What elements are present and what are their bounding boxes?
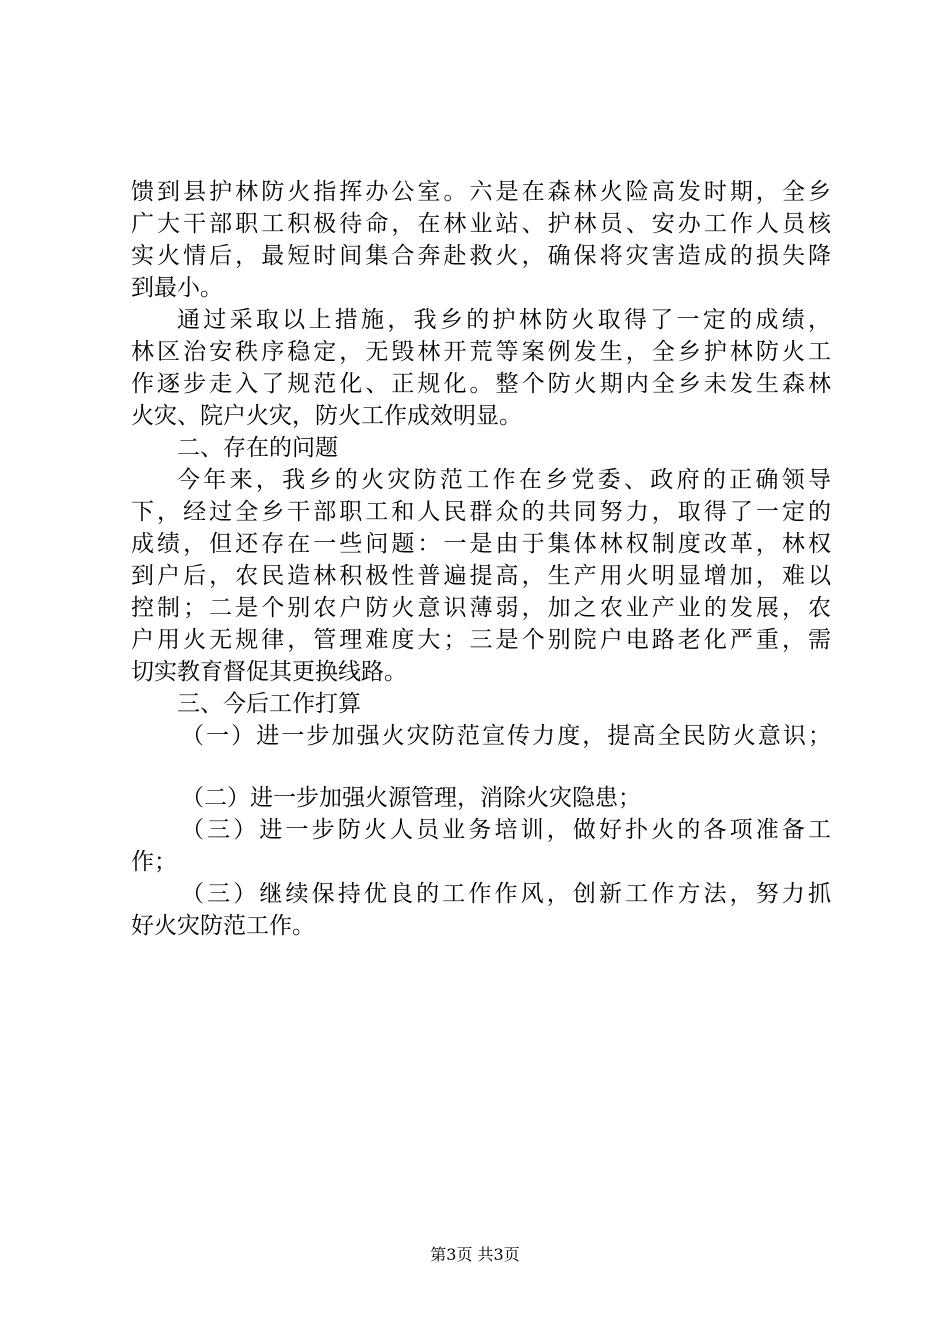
text-line-16: 切实教育督促其更换线路。 (131, 659, 407, 685)
text-line-12: 成绩，但还存在一些问题：一是由于集体林权制度改革，林权 (131, 531, 831, 557)
text-line-11: 下，经过全乡干部职工和人民群众的共同努力，取得了一定的 (131, 499, 831, 525)
text-line-22: 作； (131, 849, 177, 875)
paragraph-gap (131, 752, 831, 782)
text-line-7: 作逐步走入了规范化、正规化。整个防火期内全乡未发生森林 (131, 371, 831, 397)
body-text (131, 176, 831, 942)
text-line-20: （二）进一步加强火源管理，消除火灾隐患； (181, 785, 641, 811)
text-line-5: 通过采取以上措施，我乡的护林防火取得了一定的成绩， (177, 307, 831, 333)
text-line-13: 到户后，农民造林积极性普遍提高，生产用火明显增加，难以 (131, 563, 831, 589)
text-line-6: 林区治安秩序稳定，无毁林开荒等案例发生，全乡护林防火工 (131, 339, 831, 365)
text-line-24: 好火灾防范工作。 (131, 913, 315, 939)
text-line-8: 火灾、院户火灾，防火工作成效明显。 (131, 403, 522, 429)
text-line-4: 到最小。 (131, 275, 223, 301)
text-line-14: 控制；二是个别农户防火意识薄弱，加之农业产业的发展，农 (131, 595, 831, 621)
text-line-18: （一）进一步加强火灾防范宣传力度，提高全民防火意识； (181, 723, 831, 749)
text-line-1: 馈到县护林防火指挥办公室。六是在森林火险高发时期，全乡 (131, 179, 831, 205)
text-line-15: 户用火无规律，管理难度大；三是个别院户电路老化严重，需 (131, 627, 831, 653)
section-heading-problems: 二、存在的问题 (177, 435, 338, 461)
page-footer: 第3页 共3页 (430, 1245, 520, 1264)
text-line-23: （三）继续保持优良的工作作风，创新工作方法，努力抓 (181, 881, 831, 907)
text-line-10: 今年来，我乡的火灾防范工作在乡党委、政府的正确领导 (177, 467, 831, 493)
text-line-21: （三）进一步防火人员业务培训，做好扑火的各项准备工 (181, 817, 831, 843)
section-heading-plans: 三、今后工作打算 (177, 691, 361, 717)
text-line-3: 实火情后，最短时间集合奔赴救火，确保将灾害造成的损失降 (131, 243, 831, 269)
text-line-2: 广大干部职工积极待命，在林业站、护林员、安办工作人员核 (131, 211, 831, 237)
